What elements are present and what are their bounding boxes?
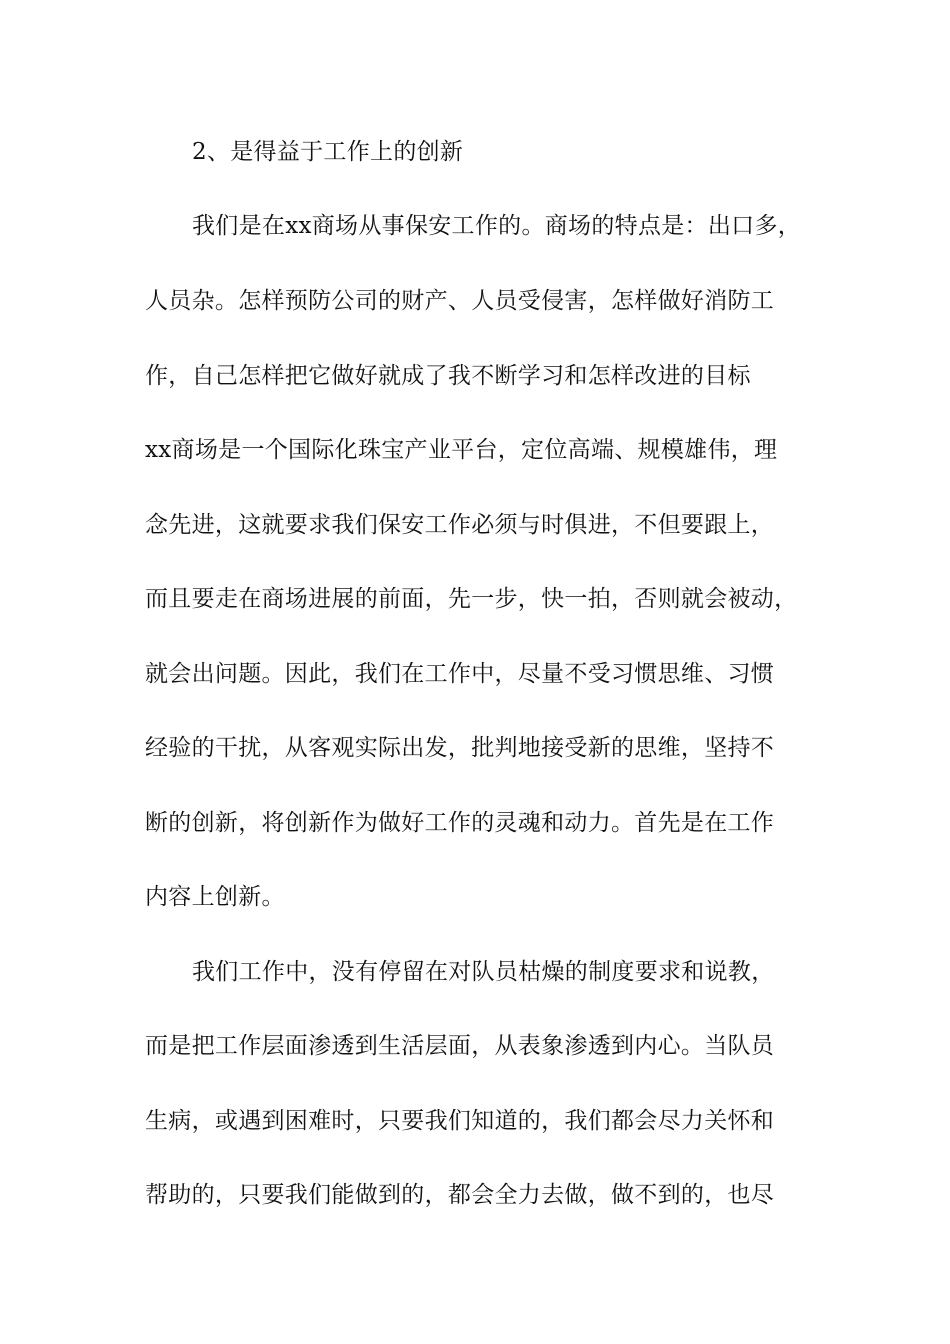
paragraph-line: 而是把工作层面渗透到生活层面，从表象渗透到内心。当队员 bbox=[145, 1033, 775, 1059]
section-heading: 2、是得益于工作上的创新 bbox=[192, 139, 464, 165]
paragraph-line: 就会出问题。因此，我们在工作中，尽量不受习惯思维、习惯 bbox=[145, 661, 775, 687]
paragraph-line: 作，自己怎样把它做好就成了我不断学习和怎样改进的目标 bbox=[145, 363, 751, 389]
paragraph-line: xx商场是一个国际化珠宝产业平台，定位高端、规模雄伟，理 bbox=[145, 437, 778, 463]
paragraph-line: 断的创新，将创新作为做好工作的灵魂和动力。首先是在工作 bbox=[145, 810, 775, 836]
paragraph-line: 我们工作中，没有停留在对队员枯燥的制度要求和说教， bbox=[192, 959, 775, 985]
paragraph-line: 我们是在xx商场从事保安工作的。商场的特点是：出口多， bbox=[192, 213, 802, 239]
paragraph-line: 念先进，这就要求我们保安工作必须与时俱进，不但要跟上， bbox=[145, 512, 775, 538]
paragraph-line: 生病，或遇到困难时，只要我们知道的，我们都会尽力关怀和 bbox=[145, 1108, 775, 1134]
paragraph-line: 而且要走在商场进展的前面，先一步，快一拍，否则就会被动， bbox=[145, 586, 798, 612]
paragraph-line: 内容上创新。 bbox=[145, 884, 285, 910]
paragraph-line: 帮助的，只要我们能做到的，都会全力去做，做不到的，也尽 bbox=[145, 1182, 775, 1208]
paragraph-line: 经验的干扰，从客观实际出发，批判地接受新的思维，坚持不 bbox=[145, 735, 775, 761]
paragraph-line: 人员杂。怎样预防公司的财产、人员受侵害，怎样做好消防工 bbox=[145, 288, 775, 314]
